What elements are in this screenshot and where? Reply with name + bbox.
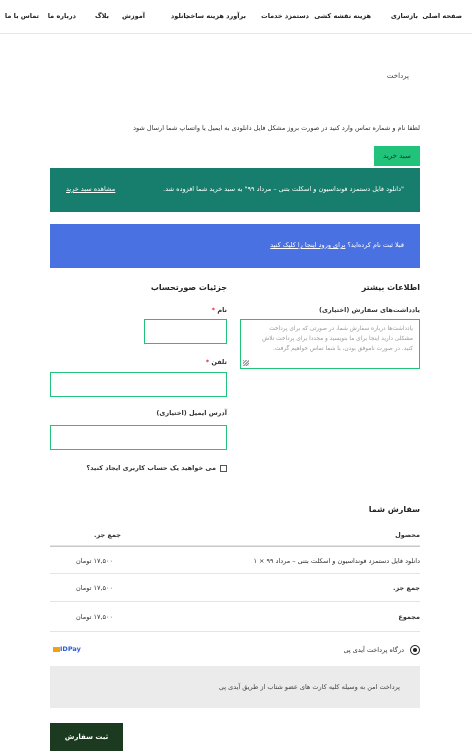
resize-grip-icon[interactable]: [243, 360, 249, 366]
order-notes-placeholder-line-3: کنید. در صورت ناموفق بودن، با شما تماس خواهیم گرفت.: [273, 346, 413, 352]
phone-required-mark: *: [205, 358, 210, 366]
nav-item-drawing-cost[interactable]: هزینه نقشه کشی: [314, 12, 371, 20]
added-to-cart-message: "دانلود فایل دستمزد فونداسیون و اسکلت بتنی – مرداد ۹۹" به سبد خرید شما افزوده شد.: [163, 185, 404, 193]
email-field[interactable]: [50, 425, 227, 450]
create-account-checkbox[interactable]: [220, 465, 227, 472]
nav-item-service-fees[interactable]: دستمزد خدمات: [261, 12, 309, 20]
order-item-name: دانلود فایل دستمزد فونداسیون و اسکلت بتنی – مرداد ۹۹ × ۱: [253, 557, 420, 565]
order-notes-placeholder-line-1: یادداشت‌ها درباره سفارش شما، در صورتی که برای پرداخت: [269, 326, 413, 332]
order-table-header: [50, 524, 420, 546]
table-row: [50, 574, 420, 602]
payment-method-row[interactable]: [50, 644, 420, 658]
table-row: [50, 602, 420, 632]
create-account-label: می خواهید یک حساب کاربری ایجاد کنید؟: [86, 464, 216, 472]
phone-field[interactable]: [50, 372, 227, 397]
login-question: قبلا ثبت نام کرده‌اید؟: [347, 241, 404, 249]
total-label: مجموع: [398, 613, 420, 621]
nav-item-blog[interactable]: بلاگ: [94, 12, 109, 20]
nav-item-home[interactable]: صفحه اصلی: [422, 12, 462, 20]
total-value: ۱۷,۵۰۰ تومان: [76, 613, 113, 621]
payment-description-box: [50, 666, 420, 708]
order-notes-placeholder-line-2: مشکلی دارید اینجا برای ما بنویسید و مجددا برای پرداخت تلاش: [262, 336, 413, 342]
cart-button[interactable]: سبد خرید: [374, 146, 420, 166]
billing-heading: جزئیات صورتحساب: [150, 283, 227, 292]
name-label-text: نام: [217, 306, 227, 314]
subtotal-label: جمع جز.: [393, 584, 420, 592]
checkout-notice: لطفا نام و شماره تماس وارد کنید در صورت بروز مشکل فایل دانلودی به ایمیل یا واتساپ شما ارسال شود: [133, 124, 420, 132]
nav-item-construction-estimate[interactable]: برآورد هزینه ساخت: [183, 12, 246, 20]
returning-customer-banner: [50, 224, 420, 268]
additional-info-heading: اطلاعات بیشتر: [361, 283, 420, 292]
added-to-cart-banner: [50, 168, 420, 212]
email-label: آدرس ایمیل (اختیاری): [156, 409, 227, 417]
subtotal-value: ۱۷,۵۰۰ تومان: [76, 584, 113, 592]
login-message: [270, 241, 404, 249]
nav-item-about[interactable]: درباره ما: [47, 12, 76, 20]
nav-item-renovation[interactable]: بازسازی: [390, 12, 418, 20]
order-item-total: ۱۷,۵۰۰ تومان: [76, 557, 113, 565]
table-row: [50, 546, 420, 574]
top-navigation: [0, 0, 472, 34]
nav-item-training[interactable]: آموزش: [121, 12, 145, 20]
phone-label: [206, 358, 227, 366]
page-title: پرداخت: [386, 72, 409, 80]
nav-item-download[interactable]: دانلود: [170, 12, 189, 20]
name-required-mark: *: [211, 306, 216, 314]
name-label: [212, 306, 227, 314]
place-order-button[interactable]: ثبت سفارش: [50, 723, 123, 751]
order-notes-textarea[interactable]: [240, 319, 420, 369]
login-link[interactable]: برای ورود اینجا را کلیک کنید: [270, 241, 346, 249]
idpay-logo-text: IDPay: [60, 645, 81, 653]
order-notes-label: یادداشت‌های سفارش (اختیاری): [318, 306, 420, 314]
order-heading: سفارش شما: [368, 505, 420, 514]
payment-description: پرداخت امن به وسیله کلیه کارت های عضو شتاب از طریق آیدی پی: [218, 683, 400, 691]
subtotal-column-header: جمع جز.: [94, 531, 121, 539]
phone-label-text: تلفن: [211, 358, 227, 366]
view-cart-link[interactable]: مشاهده سبد خرید: [66, 185, 116, 193]
nav-item-contact[interactable]: تماس با ما: [4, 12, 39, 20]
payment-radio[interactable]: [410, 645, 420, 655]
create-account-row[interactable]: [86, 464, 227, 472]
product-column-header: محصول: [395, 531, 420, 539]
idpay-logo: [52, 645, 81, 653]
idpay-logo-mark: [53, 647, 60, 652]
payment-gateway-label: درگاه پرداخت آیدی پی: [343, 646, 404, 654]
name-field[interactable]: [144, 319, 227, 344]
